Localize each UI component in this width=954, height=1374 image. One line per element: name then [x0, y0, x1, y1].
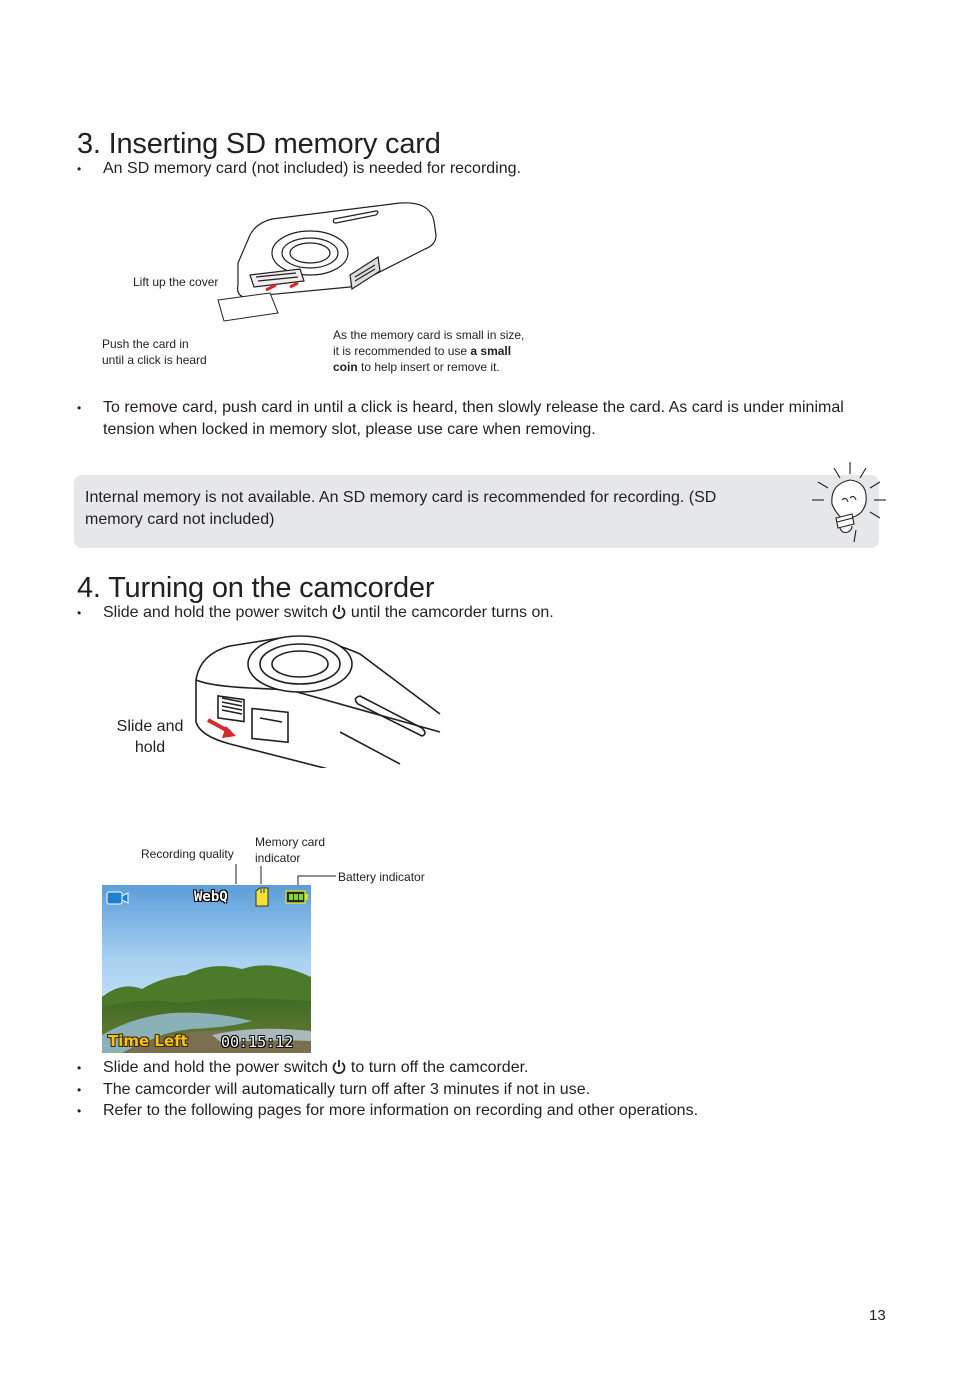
caption-coin-tip	[333, 327, 524, 375]
caption-slide-line-1: Slide and	[116, 718, 184, 735]
caption-coin-line-1: As the memory card is small in size,	[333, 328, 525, 342]
section-4-title: 4. Turning on the camcorder	[77, 572, 435, 604]
caption-lift-cover: Lift up the cover	[133, 275, 219, 289]
bullet-line-1: To remove card, push card in until a click is heard, then slowly release the card. As card is under minimal	[103, 399, 844, 416]
lightbulb-icon	[806, 460, 888, 544]
label-battery-indicator: Battery indicator	[338, 870, 425, 884]
battery-icon	[285, 890, 309, 904]
power-icon	[332, 1059, 346, 1074]
bullet-text-b: until the camcorder turns on.	[346, 604, 554, 621]
power-switch-illustration	[190, 632, 442, 770]
caption-slide-line-2: hold	[134, 739, 166, 756]
screen-time-left-label: Time Left	[108, 1032, 188, 1050]
memory-card-icon	[254, 887, 270, 907]
screen-time-left-value: 00:15:12	[221, 1033, 294, 1051]
bullet-text	[103, 397, 844, 441]
bullet-text	[103, 602, 554, 624]
bullet-power-off	[77, 1057, 897, 1079]
bullet-remove-card	[77, 397, 917, 441]
bullet-power-on	[77, 602, 897, 624]
note-line-1: Internal memory is not available. An SD memory card is recommended for recording. (SD	[85, 489, 717, 506]
bullet-mark: •	[77, 1061, 82, 1075]
bullet-text: Refer to the following pages for more information on recording and other operations.	[103, 1102, 699, 1119]
caption-push-line-2: until a click is heard	[102, 353, 207, 367]
bullet-line-2: tension when locked in memory slot, please use care when removing.	[103, 421, 596, 438]
label-recording-quality: Recording quality	[141, 847, 234, 861]
caption-coin-bold: a small	[470, 344, 512, 358]
caption-push-card	[102, 336, 207, 368]
bullet-sd-needed	[77, 158, 897, 180]
screen-recording-quality: WebQ	[194, 889, 228, 905]
bullet-text-b: to turn off the camcorder.	[346, 1059, 529, 1076]
caption-push-line-1: Push the card in	[102, 337, 189, 351]
power-icon	[332, 604, 346, 619]
bullet-text-a: Slide and hold the power switch	[103, 604, 333, 621]
bullet-text-a: Slide and hold the power switch	[103, 1059, 333, 1076]
bullet-text: The camcorder will automatically turn off after 3 minutes if not in use.	[103, 1081, 591, 1098]
bullet-mark: •	[77, 1083, 82, 1097]
label-memory-line-2: indicator	[255, 851, 301, 865]
bullet-mark: •	[77, 1104, 82, 1118]
lcd-screen	[102, 885, 311, 1053]
label-memory-line-1: Memory card	[255, 835, 326, 849]
bullet-text: An SD memory card (not included) is needed for recording.	[103, 160, 521, 177]
caption-slide-hold	[110, 716, 190, 758]
caption-coin-text: it is recommended to use	[333, 344, 471, 358]
bullet-refer-pages	[77, 1100, 897, 1122]
bullet-text	[103, 1057, 529, 1079]
section-3-title: 3. Inserting SD memory card	[77, 128, 441, 160]
caption-coin-bold-2: coin	[333, 360, 358, 374]
note-line-2: memory card not included)	[85, 511, 275, 528]
page-number: 13	[869, 1307, 886, 1324]
sd-insert-illustration	[200, 195, 450, 325]
bullet-mark: •	[77, 401, 82, 415]
note-text	[85, 487, 785, 531]
caption-coin-line-2	[333, 343, 524, 359]
bullet-auto-off	[77, 1079, 897, 1101]
caption-coin-line-3	[333, 359, 524, 375]
camera-mode-icon	[106, 890, 130, 906]
bullet-mark: •	[77, 162, 82, 176]
bullet-mark: •	[77, 606, 82, 620]
caption-coin-text-2: to help insert or remove it.	[357, 360, 500, 374]
